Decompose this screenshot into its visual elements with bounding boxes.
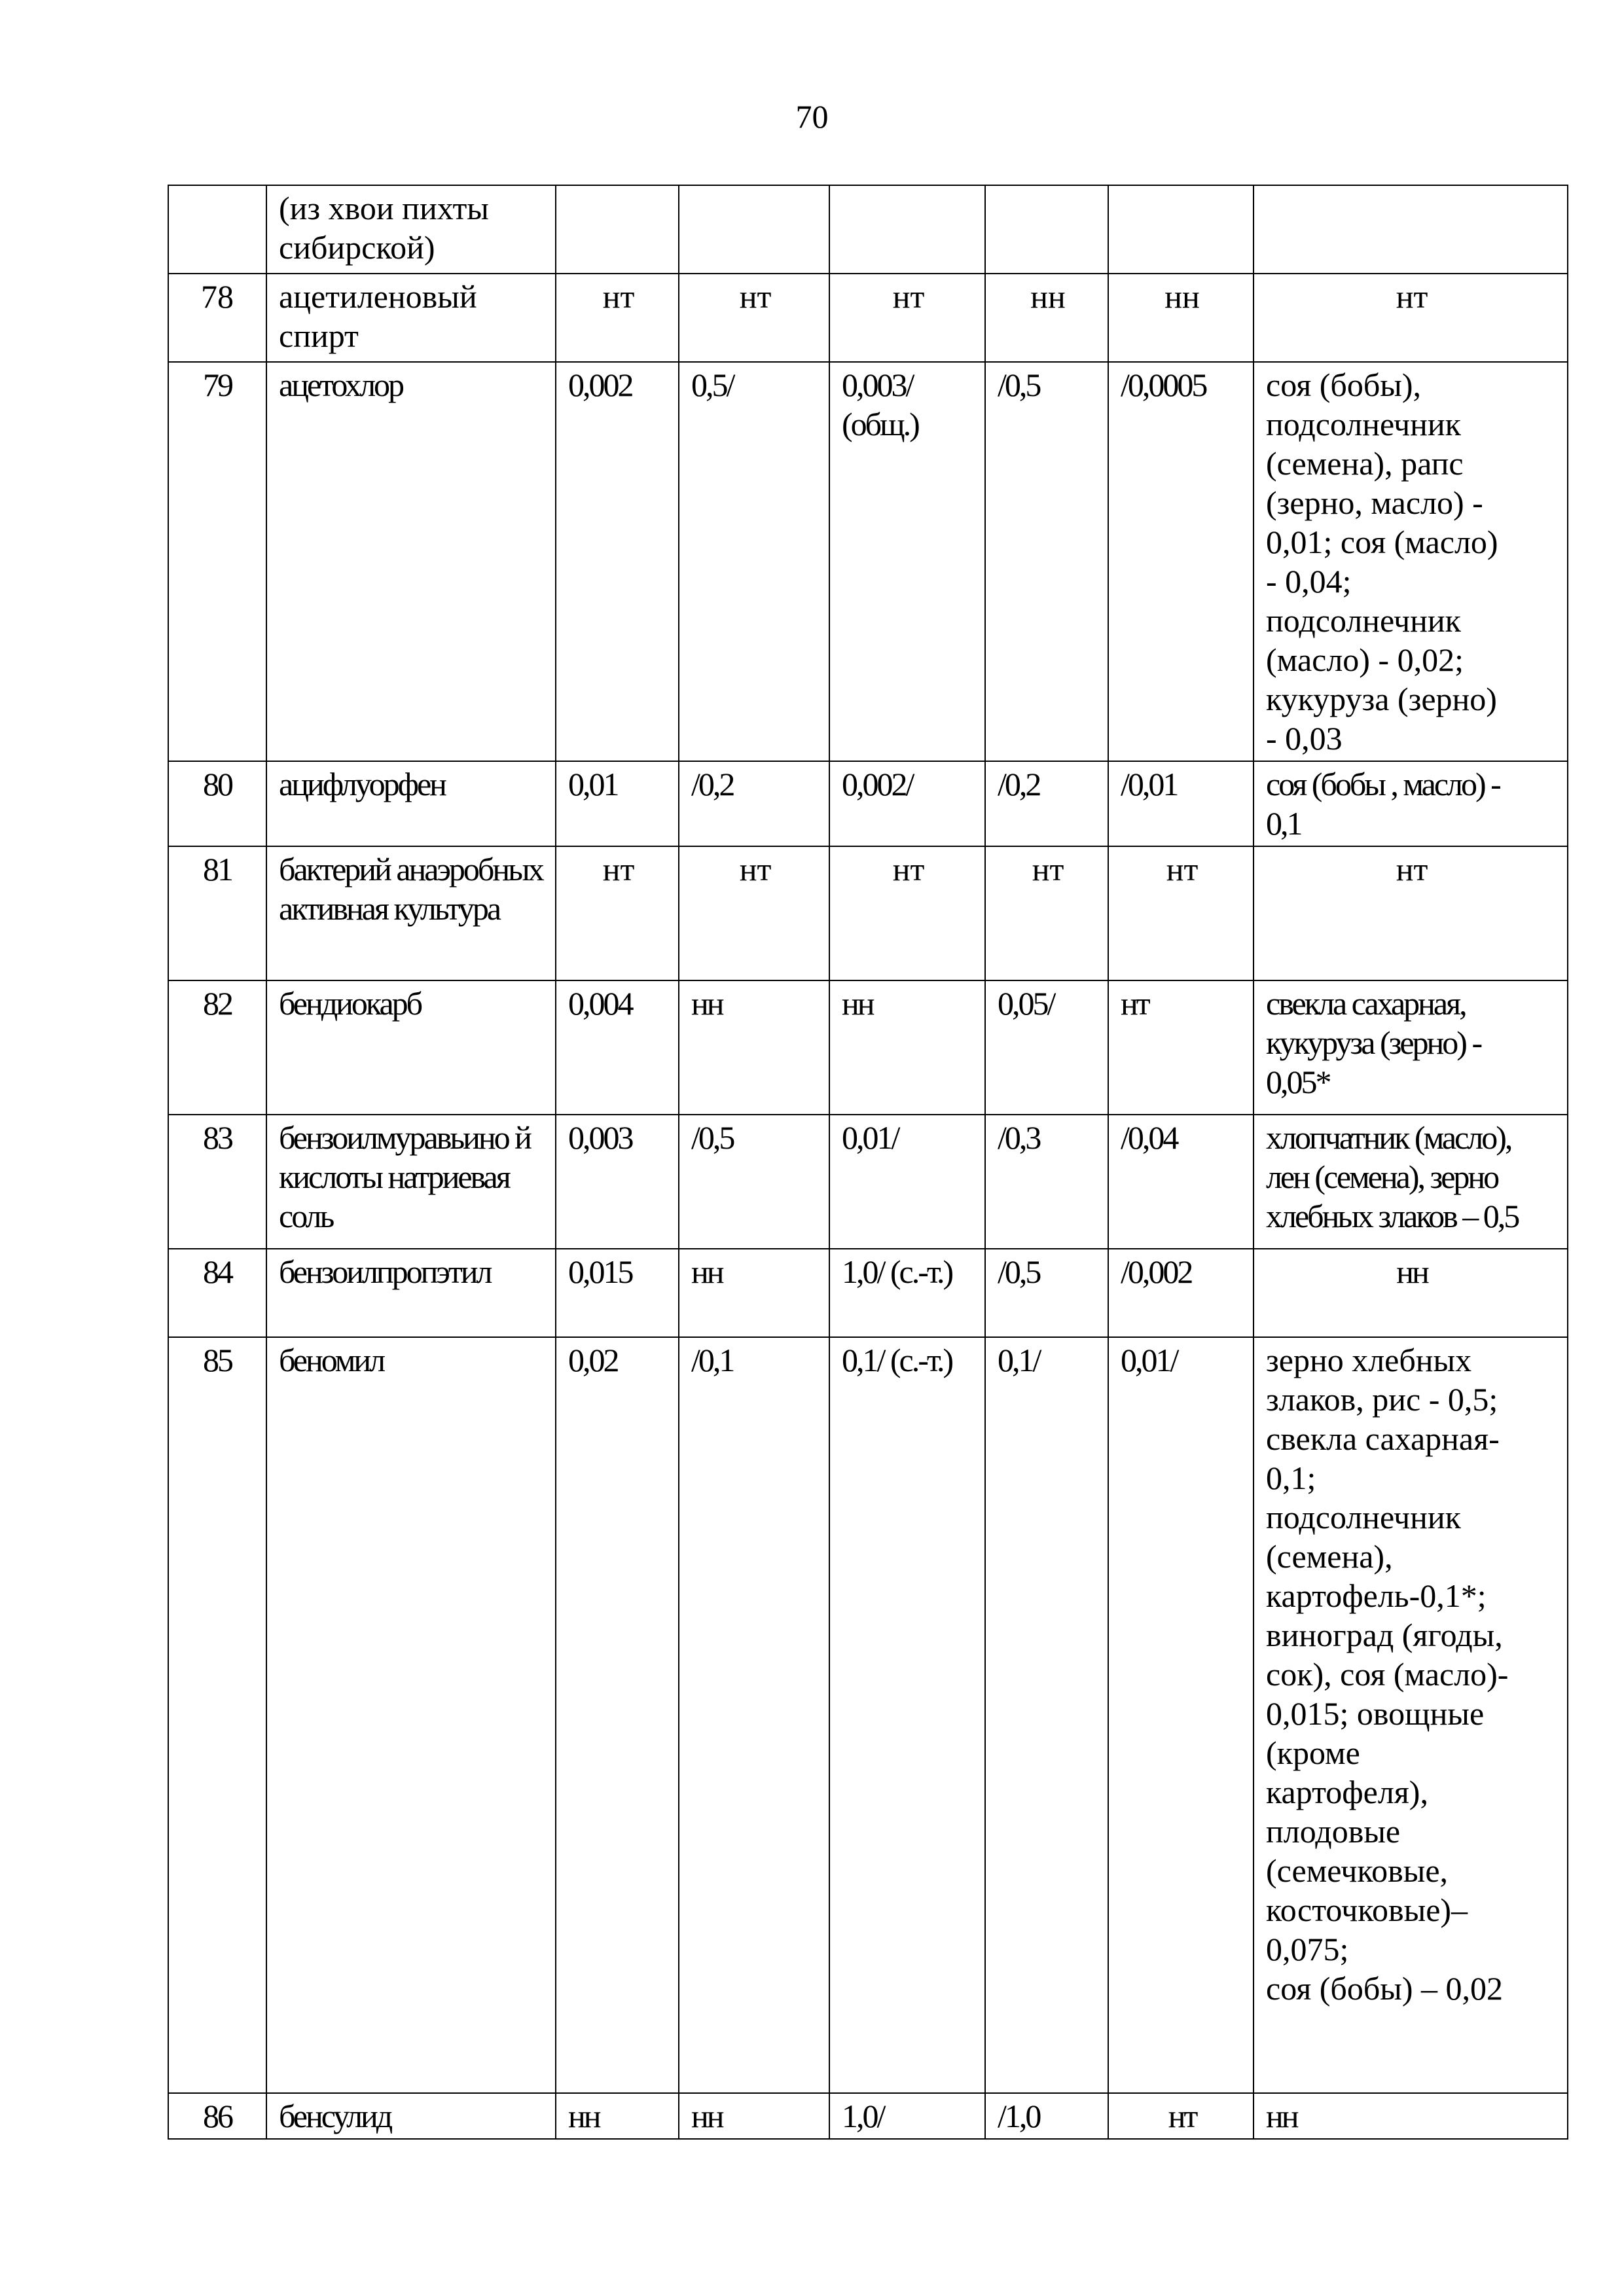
substance-name: ацетиленовый спирт bbox=[266, 274, 556, 362]
value-cell: нт bbox=[829, 274, 985, 362]
value-cell: 0,1/ bbox=[985, 1337, 1108, 2093]
value-cell: 0,01/ bbox=[829, 1115, 985, 1249]
table-row bbox=[168, 846, 1568, 980]
substance-name: ацетохлор bbox=[266, 362, 556, 761]
substance-name: ацифлуорфен bbox=[266, 761, 556, 846]
value-cell: нн bbox=[1108, 274, 1254, 362]
table-row bbox=[168, 1115, 1568, 1249]
value-cell: нт bbox=[985, 846, 1108, 980]
notes-cell: свекла сахарная, кукуруза (зерно) - 0,05* bbox=[1254, 980, 1568, 1115]
value-cell: нн bbox=[679, 2093, 829, 2139]
value-cell bbox=[985, 185, 1108, 274]
value-cell bbox=[679, 185, 829, 274]
pesticide-residue-table bbox=[168, 185, 1568, 2140]
row-number: 85 bbox=[168, 1337, 266, 2093]
table-row bbox=[168, 362, 1568, 761]
value-cell: нт bbox=[556, 274, 679, 362]
substance-name: бендиокарб bbox=[266, 980, 556, 1115]
row-number bbox=[168, 185, 266, 274]
value-cell: /0,002 bbox=[1108, 1249, 1254, 1337]
value-cell: 0,01 bbox=[556, 761, 679, 846]
row-number: 78 bbox=[168, 274, 266, 362]
value-cell: 1,0/ bbox=[829, 2093, 985, 2139]
value-cell bbox=[829, 185, 985, 274]
table-row bbox=[168, 1249, 1568, 1337]
notes-cell: нн bbox=[1254, 1249, 1568, 1337]
value-cell: 0,002/ bbox=[829, 761, 985, 846]
value-cell: нт bbox=[1108, 846, 1254, 980]
row-number: 86 bbox=[168, 2093, 266, 2139]
value-cell: /0,1 bbox=[679, 1337, 829, 2093]
substance-name: (из хвои пихты сибирской) bbox=[266, 185, 556, 274]
value-cell: 0,003 bbox=[556, 1115, 679, 1249]
value-cell: /0,2 bbox=[679, 761, 829, 846]
notes-cell: нт bbox=[1254, 846, 1568, 980]
value-cell: 0,1/ (с.-т.) bbox=[829, 1337, 985, 2093]
value-cell: нн bbox=[556, 2093, 679, 2139]
value-cell: /0,3 bbox=[985, 1115, 1108, 1249]
value-cell: нт bbox=[556, 846, 679, 980]
table-row bbox=[168, 980, 1568, 1115]
value-cell: 0,05/ bbox=[985, 980, 1108, 1115]
value-cell: нт bbox=[829, 846, 985, 980]
value-cell: нн bbox=[679, 980, 829, 1115]
row-number: 80 bbox=[168, 761, 266, 846]
value-cell: 0,5/ bbox=[679, 362, 829, 761]
substance-name: бензоилмуравьино й кислоты натриевая соль bbox=[266, 1115, 556, 1249]
value-cell: /0,5 bbox=[985, 1249, 1108, 1337]
notes-cell: соя (бобы), подсолнечник (семена), рапс (зерно, масло) - 0,01; соя (масло) - 0,04; подсолнечник (масло) - 0,02; кукуруза (зерно) - 0,03 bbox=[1254, 362, 1568, 761]
value-cell: 0,01/ bbox=[1108, 1337, 1254, 2093]
value-cell: /0,01 bbox=[1108, 761, 1254, 846]
value-cell: 0,004 bbox=[556, 980, 679, 1115]
notes-cell: нт bbox=[1254, 274, 1568, 362]
value-cell bbox=[556, 185, 679, 274]
row-number: 79 bbox=[168, 362, 266, 761]
value-cell: /0,2 bbox=[985, 761, 1108, 846]
row-number: 83 bbox=[168, 1115, 266, 1249]
value-cell: 0,02 bbox=[556, 1337, 679, 2093]
value-cell: /0,0005 bbox=[1108, 362, 1254, 761]
value-cell: нт bbox=[679, 274, 829, 362]
substance-name: бензоилпропэтил bbox=[266, 1249, 556, 1337]
value-cell: /0,5 bbox=[985, 362, 1108, 761]
value-cell: нн bbox=[985, 274, 1108, 362]
page-number: 70 bbox=[795, 98, 829, 135]
value-cell: нн bbox=[829, 980, 985, 1115]
table-row bbox=[168, 1337, 1568, 2093]
substance-name: бенсулид bbox=[266, 2093, 556, 2139]
row-number: 81 bbox=[168, 846, 266, 980]
value-cell: 0,003/ (общ.) bbox=[829, 362, 985, 761]
notes-cell bbox=[1254, 185, 1568, 274]
value-cell: /0,04 bbox=[1108, 1115, 1254, 1249]
row-number: 84 bbox=[168, 1249, 266, 1337]
notes-cell: хлопчатник (масло), лен (семена), зерно хлебных злаков – 0,5 bbox=[1254, 1115, 1568, 1249]
value-cell: нт bbox=[1108, 2093, 1254, 2139]
value-cell: /1,0 bbox=[985, 2093, 1108, 2139]
notes-cell: соя (бобы , масло) - 0,1 bbox=[1254, 761, 1568, 846]
substance-name: бактерий анаэробных активная культура bbox=[266, 846, 556, 980]
value-cell: 0,002 bbox=[556, 362, 679, 761]
value-cell: нн bbox=[679, 1249, 829, 1337]
substance-name: беномил bbox=[266, 1337, 556, 2093]
table-row bbox=[168, 274, 1568, 362]
value-cell: 1,0/ (с.-т.) bbox=[829, 1249, 985, 1337]
table-row bbox=[168, 761, 1568, 846]
row-number: 82 bbox=[168, 980, 266, 1115]
notes-cell: зерно хлебных злаков, рис - 0,5; свекла сахарная- 0,1; подсолнечник (семена), картофель-0,1*; виноград (ягоды, сок), соя (масло)- 0,015; овощные (кроме картофеля), плодовые (семечковые, косточковые)– 0,075; соя (бобы) – 0,02 bbox=[1254, 1337, 1568, 2093]
value-cell bbox=[1108, 185, 1254, 274]
notes-cell: нн bbox=[1254, 2093, 1568, 2139]
value-cell: нт bbox=[1108, 980, 1254, 1115]
value-cell: нт bbox=[679, 846, 829, 980]
table-row bbox=[168, 2093, 1568, 2139]
table-row bbox=[168, 185, 1568, 274]
value-cell: /0,5 bbox=[679, 1115, 829, 1249]
value-cell: 0,015 bbox=[556, 1249, 679, 1337]
